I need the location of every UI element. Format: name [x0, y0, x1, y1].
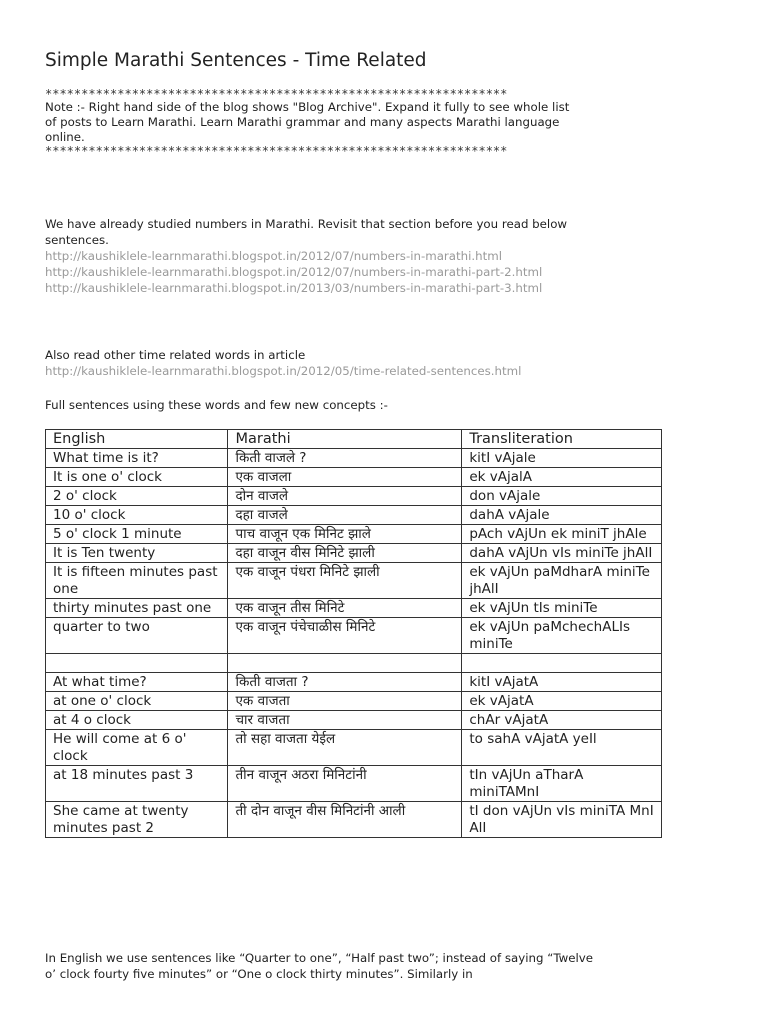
transliteration-cell: dahA vAjUn vIs miniTe jhAlI [462, 544, 662, 563]
intro-section [45, 216, 585, 296]
english-cell: It is fifteen minutes past one [46, 563, 228, 599]
numbers-link-1[interactable]: http://kaushiklele-learnmarathi.blogspot.in/2012/07/numbers-in-marathi.html [45, 249, 503, 263]
marathi-cell: तीन वाजून अठरा मिनिटांनी [228, 766, 462, 802]
english-cell: at one o' clock [46, 692, 228, 711]
transliteration-cell: chAr vAjatA [462, 711, 662, 730]
english-cell: She came at twenty minutes past 2 [46, 802, 228, 838]
english-cell: 10 o' clock [46, 506, 228, 525]
vocabulary-table [45, 429, 662, 838]
marathi-cell: एक वाजून तीस मिनिटे [228, 599, 462, 618]
transliteration-cell: tIn vAjUn aTharA miniTAMnI [462, 766, 662, 802]
english-cell: It is one o' clock [46, 468, 228, 487]
also-read-section [45, 347, 605, 379]
table-row [46, 673, 662, 692]
transliteration-cell [462, 654, 662, 673]
english-cell: quarter to two [46, 618, 228, 654]
note-block [45, 88, 575, 157]
transliteration-cell: dahA vAjale [462, 506, 662, 525]
table-row [46, 599, 662, 618]
transliteration-cell: ek vAjalA [462, 468, 662, 487]
transliteration-cell: kitI vAjatA [462, 673, 662, 692]
marathi-cell: पाच वाजून एक मिनिट झाले [228, 525, 462, 544]
transliteration-cell: pAch vAjUn ek miniT jhAle [462, 525, 662, 544]
table-row [46, 654, 662, 673]
english-cell: 5 o' clock 1 minute [46, 525, 228, 544]
table-row [46, 618, 662, 654]
transliteration-cell: ek vAjUn tIs miniTe [462, 599, 662, 618]
table-row [46, 711, 662, 730]
marathi-cell: दहा वाजून वीस मिनिटे झाली [228, 544, 462, 563]
full-sentences-text: Full sentences using these words and few new concepts :- [45, 398, 388, 412]
english-cell: thirty minutes past one [46, 599, 228, 618]
table-row [46, 563, 662, 599]
table-row [46, 730, 662, 766]
numbers-link-3[interactable]: http://kaushiklele-learnmarathi.blogspot.in/2013/03/numbers-in-marathi-part-3.html [45, 281, 543, 295]
english-cell: 2 o' clock [46, 487, 228, 506]
table-header-row [46, 430, 662, 449]
intro-text: We have already studied numbers in Marathi. Revisit that section before you read below sentences. [45, 217, 568, 247]
transliteration-cell: to sahA vAjatA yeIl [462, 730, 662, 766]
marathi-cell: चार वाजता [228, 711, 462, 730]
table-row [46, 544, 662, 563]
marathi-cell: एक वाजून पंधरा मिनिटे झाली [228, 563, 462, 599]
marathi-cell: ती दोन वाजून वीस मिनिटांनी आली [228, 802, 462, 838]
english-cell: What time is it? [46, 449, 228, 468]
transliteration-cell: ek vAjatA [462, 692, 662, 711]
numbers-link-2[interactable]: http://kaushiklele-learnmarathi.blogspot.in/2012/07/numbers-in-marathi-part-2.html [45, 265, 543, 279]
header-marathi: Marathi [228, 430, 462, 449]
marathi-cell: एक वाजून पंचेचाळीस मिनिटे [228, 618, 462, 654]
header-english: English [46, 430, 228, 449]
english-cell [46, 654, 228, 673]
transliteration-cell: ek vAjUn paMdharA miniTe jhAlI [462, 563, 662, 599]
table-row [46, 487, 662, 506]
header-transliteration: Transliteration [462, 430, 662, 449]
marathi-cell [228, 654, 462, 673]
english-cell: He will come at 6 o' clock [46, 730, 228, 766]
marathi-cell: किती वाजता ? [228, 673, 462, 692]
transliteration-cell: tI don vAjUn vIs miniTA MnI AlI [462, 802, 662, 838]
marathi-cell: दहा वाजले [228, 506, 462, 525]
marathi-cell: एक वाजला [228, 468, 462, 487]
marathi-cell: किती वाजले ? [228, 449, 462, 468]
english-cell: at 4 o clock [46, 711, 228, 730]
transliteration-cell: don vAjale [462, 487, 662, 506]
stars-divider-bottom: **************************************************************** [45, 145, 508, 157]
marathi-cell: एक वाजता [228, 692, 462, 711]
english-cell: at 18 minutes past 3 [46, 766, 228, 802]
stars-divider-top: **************************************************************** [45, 88, 508, 100]
table-row [46, 692, 662, 711]
english-cell: It is Ten twenty [46, 544, 228, 563]
also-read-text: Also read other time related words in article [45, 348, 306, 362]
table-row [46, 468, 662, 487]
table-row [46, 506, 662, 525]
english-cell: At what time? [46, 673, 228, 692]
transliteration-cell: ek vAjUn paMchechALIs miniTe [462, 618, 662, 654]
table-row [46, 802, 662, 838]
marathi-cell: दोन वाजले [228, 487, 462, 506]
table-row [46, 766, 662, 802]
table-row [46, 449, 662, 468]
marathi-cell: तो सहा वाजता येईल [228, 730, 462, 766]
note-text: Note :- Right hand side of the blog shows "Blog Archive". Expand it fully to see whole list of posts to Learn Marathi. Learn Marathi grammar and many aspects Marathi language online. [45, 100, 570, 144]
page-title: Simple Marathi Sentences - Time Related [45, 50, 427, 71]
transliteration-cell: kitI vAjale [462, 449, 662, 468]
time-related-link[interactable]: http://kaushiklele-learnmarathi.blogspot.in/2012/05/time-related-sentences.html [45, 364, 522, 378]
closing-text: In English we use sentences like “Quarter to one”, “Half past two”; instead of saying “Twelve o’ clock fourty five minutes” or “One o clock thirty minutes”. Similarly in [45, 951, 594, 981]
table-row [46, 525, 662, 544]
